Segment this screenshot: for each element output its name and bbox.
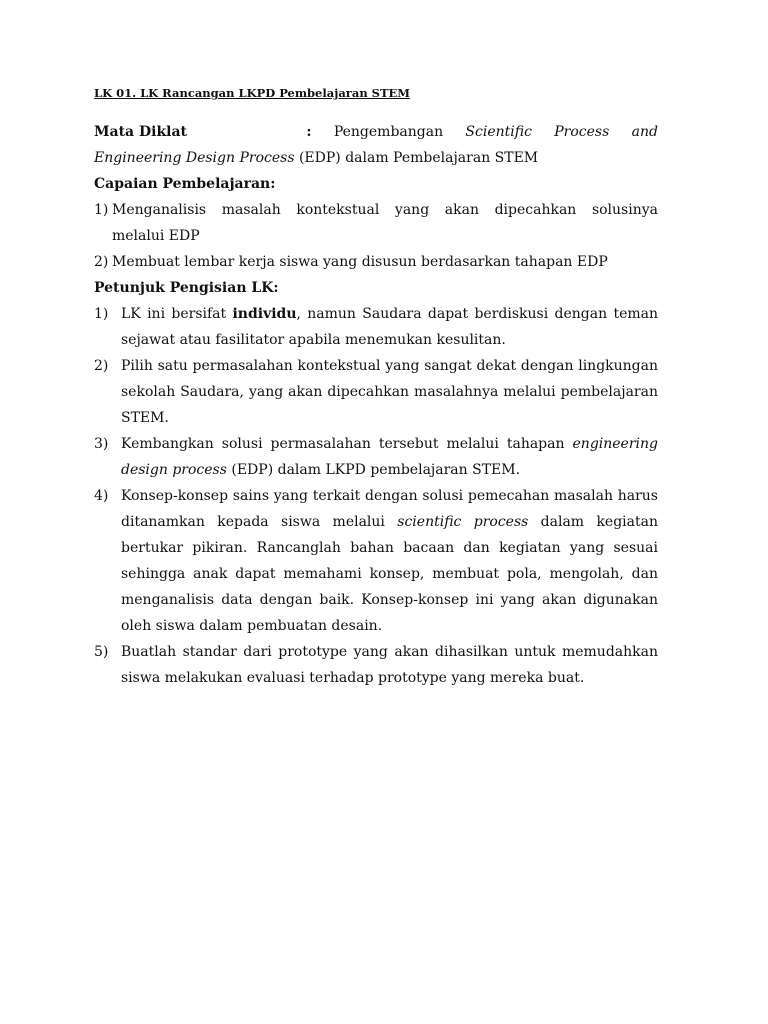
capaian-item-1-line-2: melalui EDP [112,228,200,244]
petunjuk-item-5-text: Buatlah standar dari prototype yang akan dihasilkan untuk memudahkan siswa melakukan evaluasi terhadap prototype yang mereka buat. [121,644,658,686]
petunjuk-item-3-text-a: Kembangkan solusi permasalahan tersebut melalui tahapan [121,436,573,452]
petunjuk-item-2-text: Pilih satu permasalahan kontekstual yang sangat dekat dengan lingkungan sekolah Saudara, yang akan dipecahkan masalahnya melalui pembelajaran STEM. [121,358,658,426]
petunjuk-item-1-bold: individu [232,306,297,322]
petunjuk-item-4-italic: scientific process [397,514,529,530]
capaian-item-1 [94,197,658,249]
petunjuk-item-3-text-c: (EDP) dalam LKPD pembelajaran STEM. [226,462,521,478]
petunjuk-item-3-number: 3) [94,436,109,452]
petunjuk-item-3 [94,431,658,483]
petunjuk-item-4 [94,483,658,639]
petunjuk-item-4-text-a: Konsep-konsep sains yang terkait dengan solusi pemecahan masalah harus ditanamkan kepada siswa melalui [121,488,658,530]
capaian-heading: Capaian Pembelajaran: [94,176,276,192]
petunjuk-item-1-number: 1) [94,306,109,322]
petunjuk-item-5-number: 5) [94,644,109,660]
petunjuk-item-2 [94,353,658,431]
mata-diklat-word-1: Pengembangan [333,124,444,140]
petunjuk-item-3-italic: engineering design process [121,436,658,478]
mata-diklat-colon: : [306,124,312,140]
mata-diklat-label: Mata Diklat [94,124,187,140]
petunjuk-item-4-text-c: dalam kegiatan bertukar pikiran. Rancanglah bahan bacaan dan kegiatan yang sesuai sehingga anak dapat memahami konsep, membuat pola, mengolah, dan menganalisis data dengan baik. Konsep-konsep ini yang akan digunakan oleh siswa dalam pembuatan desain. [121,514,658,634]
mata-diklat-italic: Engineering Design Process [94,150,295,166]
mata-diklat-word-3: Process [554,124,610,140]
petunjuk-heading: Petunjuk Pengisian LK: [94,280,279,296]
petunjuk-item-5 [94,639,658,691]
capaian-item-1-line-1: Menganalisis masalah kontekstual yang akan dipecahkan solusinya [112,202,658,218]
capaian-item-2-text: Membuat lembar kerja siswa yang disusun berdasarkan tahapan EDP [112,254,608,270]
mata-diklat-word-4: and [631,124,658,140]
mata-diklat-word-2: Scientific [465,124,532,140]
capaian-item-1-number: 1) [94,202,109,218]
petunjuk-item-1-text-c: , namun Saudara dapat berdiskusi dengan teman sejawat atau fasilitator apabila menemukan kesulitan. [121,306,658,348]
mata-diklat-continuation [94,145,658,171]
petunjuk-item-1-text-a: LK ini bersifat [121,306,233,322]
petunjuk-item-2-number: 2) [94,358,109,374]
mata-diklat-rest: (EDP) dalam Pembelajaran STEM [294,150,539,166]
document-body [94,119,658,691]
capaian-item-2 [94,249,658,275]
capaian-item-2-number: 2) [94,254,109,270]
document-title: LK 01. LK Rancangan LKPD Pembelajaran STEM [94,86,411,100]
petunjuk-item-1 [94,301,658,353]
mata-diklat-row [94,119,658,145]
petunjuk-item-4-number: 4) [94,488,109,504]
